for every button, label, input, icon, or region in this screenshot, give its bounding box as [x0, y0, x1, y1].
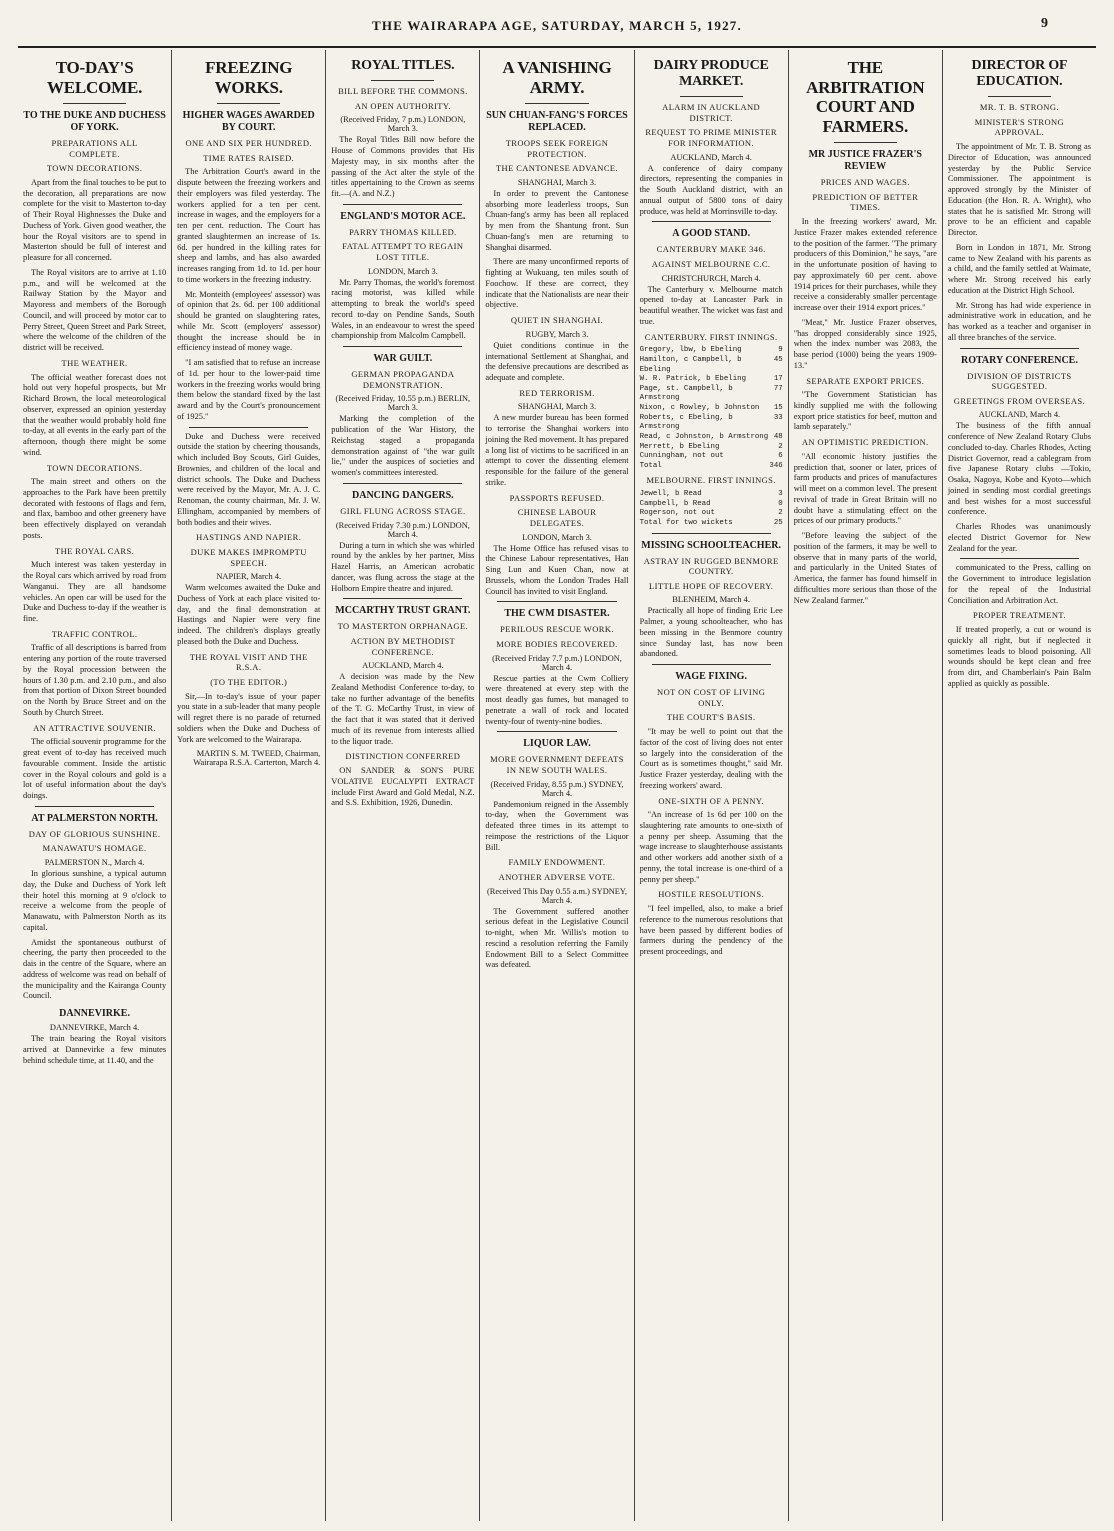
- article-paragraph: The appointment of Mr. T. B. Strong as Director of Education, was announced yesterday by the Public Service Commissioner. The appointment is approved strongly by the Minister of Education (the Hon. R. A. Wright), who states that he is satisfied Mr. Strong will prove to be an efficient and capable Director.: [947, 142, 1091, 238]
- article-paragraph: In the freezing workers' award, Mr. Justice Frazer makes extended reference to the position of the farmer. "The primary producers of this Dominion," he says, "are in the unfortunate position of having to pay approximately 60 per cent. above 1914 prices for their purchases, while they receive a considerably smaller percentage increase over their 1914 export prices.": [793, 217, 937, 313]
- divider: [652, 221, 771, 222]
- column-2: [172, 50, 326, 1521]
- deck: FAMILY ENDOWMENT.: [508, 857, 606, 868]
- deck: GIRL FLUNG ACROSS STAGE.: [340, 505, 466, 516]
- column-5: [635, 50, 789, 1521]
- dateline: BLENHEIM, March 4.: [672, 595, 750, 605]
- article-paragraph: In order to prevent the Cantonese absorbing more leaderless troops, Sun Chuan-fang's army has been all replaced by men from the Shantung front. Sun Chuan-fang's men are returning to Shanghai disarmed.: [485, 188, 629, 252]
- subhead: MCCARTHY TRUST GRANT.: [335, 605, 471, 617]
- runs: 3: [778, 490, 783, 499]
- score-total: [640, 519, 783, 529]
- deck: BILL BEFORE THE COMMONS.: [338, 86, 468, 97]
- score-row: [640, 414, 783, 433]
- deck: REQUEST TO PRIME MINISTER FOR INFORMATION.: [645, 127, 777, 149]
- article-paragraph: "I feel impelled, also, to make a brief reference to the numerous resolutions that have been passed by different bodies of farmers during the pendency of the present proceedings, and: [639, 904, 783, 957]
- article-paragraph: "It may be well to point out that the factor of the cost of living does not enter so largely into the consideration of the Court as is sometimes thought," said Mr. Justice Frazer yesterday, dealing with the freezing workers' award.: [639, 727, 783, 790]
- total-runs: 346: [769, 461, 783, 470]
- article-paragraph: communicated to the Press, calling on the Government to introduce legislation for the repeal of the Industrial Conciliation and Arbitration Act.: [947, 563, 1091, 605]
- deck: ANOTHER ADVERSE VOTE.: [498, 871, 616, 882]
- runs: 77: [773, 384, 783, 393]
- deck: PREDICTION OF BETTER TIMES.: [812, 191, 919, 213]
- subhead: LIQUOR LAW.: [523, 738, 591, 750]
- subhead: THE CWM DISASTER.: [504, 608, 610, 620]
- article-paragraph: Quiet conditions continue in the international Settlement at Shanghai, and the defensive precautions are described as adequate and complete.: [485, 340, 629, 383]
- runs: 33: [773, 413, 783, 422]
- score-row: [640, 452, 783, 462]
- subhead: A GOOD STAND.: [672, 228, 751, 240]
- headline-todays-welcome: TO-DAY'S WELCOME.: [46, 58, 143, 97]
- deck: MR. T. B. STRONG.: [979, 102, 1059, 113]
- dateline: RUGBY, March 3.: [525, 329, 589, 339]
- batsman: Cunningham, not out: [639, 452, 724, 461]
- article-paragraph: A conference of dairy company directors, representing the companies in the South Auckland district, with an annual output of 5800 tons of dairy produce, was held at Morrinsville to-day.: [639, 163, 783, 216]
- article-paragraph: "All economic history justifies the prediction that, sooner or later, prices of farm products and prices of manufactures will meet on a common level. The present revival of trade in Great Britain will no doubt have a stimulating effect on the prices of our primary products.": [793, 451, 937, 526]
- headline-dairy-produce: DAIRY PRODUCE MARKET.: [653, 58, 769, 90]
- deck: PRICES AND WAGES.: [820, 177, 910, 188]
- article-paragraph: Rescue parties at the Cwm Colliery were threatened at every step with the most deadly gas fumes, but managed to penetrate a wall of rock and located twenty-four of twenty-nine bodies.: [485, 673, 629, 726]
- deck: LITTLE HOPE OF RECOVERY.: [649, 580, 774, 591]
- deck: QUIET IN SHANGHAI.: [510, 315, 604, 326]
- article-paragraph: The Royal visitors are to arrive at 1.10 p.m., and will be welcomed at the Railway Station by the Mayor and Mayoress and members of the Borough Council, and will proceed by motor car to Perry Street, Queen Street and Park Street, where the welcome of the children of the district will be received.: [23, 267, 167, 353]
- divider: [63, 103, 126, 104]
- runs: 2: [778, 509, 783, 518]
- subhead: WAR GUILT.: [373, 353, 433, 365]
- score-row: [640, 500, 783, 510]
- masthead-title: THE WAIRARAPA AGE, SATURDAY, MARCH 5, 1927.: [372, 18, 742, 33]
- article-paragraph: Warm welcomes awaited the Duke and Duchess of York at each place visited to-day, and the final demonstration at Hastings and Napier were very fine indeed. The children's displays greatly pleased both the Duke and Duchess.: [177, 583, 321, 646]
- dateline: SHANGHAI, March 3.: [517, 177, 597, 187]
- deck: MINISTER'S STRONG APPROVAL.: [974, 116, 1065, 138]
- score-row: [640, 346, 783, 356]
- dateline: (Received Friday 7.30 p.m.) LONDON, March 4.: [335, 520, 470, 539]
- article-paragraph: ON SANDER & SON'S PURE VOLATIVE EUCALYPTI EXTRACT include First Award and Gold Medal, N.Z. and S.S. Exhibition, 1926, Dunedin.: [331, 766, 475, 808]
- batsman: Roberts, c Ebeling, b Armstrong: [639, 413, 733, 432]
- dateline: (Received Friday, 10.55 p.m.) BERLIN, March 3.: [335, 394, 471, 413]
- dateline: LONDON, March 3.: [522, 532, 592, 542]
- article-paragraph: During a turn in which she was whirled round by the ankles by her partner, Miss Hazel Harris, an American acrobatic dancer, was flung across the stage at the Holborn Empire theatre and injured.: [331, 540, 475, 593]
- deck: THE ROYAL CARS.: [55, 545, 135, 556]
- total-label: Total: [639, 461, 662, 470]
- article-paragraph: Born in London in 1871, Mr. Strong came to New Zealand with his parents as a child, and the family settled at Waimate, where Mr. Strong received his early education at the District High School.: [947, 242, 1091, 295]
- dateline: AUCKLAND, March 4.: [362, 661, 444, 671]
- batsman: Hamilton, c Campbell, b Ebeling: [639, 355, 742, 374]
- column-4: [480, 50, 634, 1521]
- batsman: Nixon, c Rowley, b Johnston: [639, 404, 760, 413]
- subhead: MR JUSTICE FRAZER'S REVIEW: [808, 149, 922, 173]
- divider: [217, 103, 280, 104]
- divider: [35, 806, 154, 807]
- deck: CANTERBURY. FIRST INNINGS.: [644, 331, 778, 342]
- divider: [834, 142, 897, 143]
- deck: DISTINCTION CONFERRED: [345, 751, 461, 762]
- dateline: LONDON, March 3.: [367, 266, 438, 276]
- deck: (TO THE EDITOR.): [210, 676, 288, 687]
- article-paragraph: A decision was made by the New Zealand Methodist Conference to-day, to take no further advantage of the benefits of the T. G. McCarthy Trust, in view of the fact that it was stated that it derived much of its revenue from interests allied to the liquor trade.: [331, 672, 475, 746]
- divider: [497, 601, 616, 602]
- divider: [960, 558, 1079, 559]
- article-paragraph: The official weather forecast does not hold out very hopeful prospects, but Mr Richard Brown, the local meteorological observer, expressed an opinion yesterday that the weather would probably hold fine to-day, at all events in the early part of the afternoon, though there might be some wind.: [23, 372, 167, 457]
- page-number: 9: [1041, 16, 1048, 31]
- batsman: Campbell, b Read: [639, 499, 711, 508]
- dateline: AUCKLAND, March 4.: [670, 152, 752, 162]
- deck: FATAL ATTEMPT TO REGAIN LOST TITLE.: [342, 241, 464, 263]
- score-row: [640, 433, 783, 443]
- article-paragraph: Pandemonium reigned in the Assembly to-day, when the Government was defeated three times in its attempt to reimpose the restrictions of the Liquor Bill.: [485, 799, 629, 852]
- deck: ONE-SIXTH OF A PENNY.: [658, 795, 764, 806]
- deck: ACTION BY METHODIST CONFERENCE.: [350, 635, 456, 657]
- deck: THE CANTONESE ADVANCE.: [495, 163, 619, 174]
- deck: GREETINGS FROM OVERSEAS.: [953, 395, 1086, 406]
- runs: 9: [778, 346, 783, 355]
- deck: RED TERRORISM.: [519, 387, 595, 398]
- article-paragraph: "I am satisfied that to refuse an increase of 1d. per hour to the lower-paid time workers in the freezing works would bring them below the standard fixed by the last award and by the Court's pronouncement of 1925.": [177, 358, 321, 421]
- deck: DIVISION OF DISTRICTS SUGGESTED.: [967, 370, 1072, 392]
- subhead: WAGE FIXING.: [675, 671, 747, 683]
- divider: [343, 204, 462, 205]
- article-paragraph: Amidst the spontaneous outburst of cheering, the party then proceeded to the dais in the centre of the Square, where an address of welcome was read on behalf of the municipality and the Kairanga County Council.: [23, 937, 167, 1001]
- dateline: DANNEVIRKE, March 4.: [49, 1023, 140, 1033]
- deck: DUKE MAKES IMPROMPTU SPEECH.: [190, 546, 307, 568]
- headline-arbitration-court: THE ARBITRATION COURT AND FARMERS.: [806, 58, 925, 136]
- deck: AN OPTIMISTIC PREDICTION.: [801, 437, 929, 448]
- dateline: SHANGHAI, March 3.: [517, 402, 597, 412]
- score-row: [640, 490, 783, 500]
- column-7: [943, 50, 1096, 1521]
- batsman: Gregory, lbw, b Ebeling: [639, 346, 742, 355]
- score-row: [640, 443, 783, 453]
- article-paragraph: The Royal Titles Bill now before the House of Commons provides that His Majesty may, in six months after the passing of the Act alter the style of the titles appertaining to the Crown as seems fit.—(A. and N.Z.): [331, 135, 475, 199]
- article-paragraph: The train bearing the Royal visitors arrived at Dannevirke a few minutes behind schedule time, at 11.40, and the: [23, 1034, 167, 1065]
- score-total: [640, 462, 783, 472]
- deck: CHINESE LABOUR DELEGATES.: [517, 507, 597, 528]
- article-paragraph: Mr. Monteith (employees' assessor) was of opinion that 2s. 6d. per 100 additional should be granted on slaughtering rates, while Mr. Scott (employers' assessor) thought the increase should be in efficiency instead of money wage.: [177, 289, 321, 353]
- article-paragraph: The Arbitration Court's award in the dispute between the freezing workers and their employers was filed yesterday. The workers applied for a ten per cent. increase in wages, and the employers for a ten per cent. reduction. The Court has granted slaughtermen an increase of 1s. 6d. per hundred in the killing rates for sheep and lambs, and has also awarded increases ranging from 1d. to 1d. per hour to time workers in the freezing industry.: [177, 167, 321, 284]
- subhead: ENGLAND'S MOTOR ACE.: [340, 210, 466, 222]
- article-paragraph: Sir,—In to-day's issue of your paper you state in a sub-leader that many people will regret there is no parade of returned soldiers when the Duke and Duchess of York are welcomed to the Wairarapa.: [177, 691, 321, 744]
- column-3: [326, 50, 480, 1521]
- article-paragraph: "Meat," Mr. Justice Frazer observes, "has dropped considerably since 1925, when the index number was 2083, the base period (1000) being the years 1909-13.": [793, 317, 937, 370]
- article-paragraph: Practically all hope of finding Eric Lee Palmer, a young schoolteacher, who has been missing in the Benmore country since Sunday last, has now been abandoned.: [639, 606, 783, 659]
- headline-freezing-works: FREEZING WORKS.: [205, 58, 293, 97]
- subhead: DANCING DANGERS.: [352, 489, 454, 501]
- runs: 17: [773, 375, 783, 384]
- total-label: Total for two wickets: [639, 518, 733, 527]
- divider: [652, 533, 771, 534]
- article-paragraph: Mr. Parry Thomas, the world's foremost racing motorist, was killed while attempting to break the world's speed record to-day on Pendine Sands, South Wales, in an endeavour to wrest the speed championship from Malcolm Campbell.: [331, 277, 475, 341]
- scorecard-canterbury: [640, 346, 783, 471]
- subhead: TO THE DUKE AND DUCHESS OF YORK.: [23, 110, 166, 134]
- deck: ONE AND SIX PER HUNDRED.: [185, 138, 312, 149]
- deck: MELBOURNE. FIRST INNINGS.: [646, 475, 776, 486]
- deck: AN ATTRACTIVE SOUVENIR.: [33, 722, 156, 733]
- batsman: W. R. Patrick, b Ebeling: [639, 375, 747, 384]
- article-paragraph: Duke and Duchess were received outside the station by cheering thousands, which included Boy Scouts, Girl Guides, Brownies, and children of the local and district schools. The Duke and Duchess were received by the Mayor, Mr. A. J. C. Renoman, the county chairman, Mr. J. W. Ellingham, accompanied by members of both bodies and their wives.: [177, 431, 321, 527]
- article-paragraph: Much interest was taken yesterday in the Royal cars which arrived by road from Wanganui. They are all handsome vehicles. An open car will be used for the Duke and Duchess to-day if the weather is fine.: [23, 560, 167, 624]
- deck: ALARM IN AUCKLAND DISTRICT.: [662, 102, 761, 123]
- deck: TO MASTERTON ORPHANAGE.: [337, 621, 469, 632]
- runs: 6: [778, 452, 783, 461]
- dateline: NAPIER, March 4.: [216, 572, 282, 582]
- dateline: (Received This Day 0.55 a.m.) SYDNEY, March 4.: [487, 886, 627, 905]
- score-row: [640, 356, 783, 375]
- article-paragraph: A new murder bureau has been formed to terrorise the Shanghai workers into joining the Red movement. It has prepared a long list of victims to be sacrificed in an attempt to cover the dissenting element responsible for the failure of the general strike.: [485, 413, 629, 487]
- batsman: Jewell, b Read: [639, 490, 702, 499]
- deck: HOSTILE RESOLUTIONS.: [658, 889, 764, 900]
- deck: TIME RATES RAISED.: [203, 152, 295, 163]
- score-row: [640, 404, 783, 414]
- deck: CANTERBURY MAKE 346.: [656, 244, 766, 255]
- deck: MORE BODIES RECOVERED.: [496, 638, 618, 649]
- dateline: (Received Friday, 8.55 p.m.) SYDNEY, March 4.: [490, 779, 624, 798]
- deck: THE COURT'S BASIS.: [666, 712, 756, 723]
- dateline: PALMERSTON N., March 4.: [44, 858, 145, 868]
- letter-signoff: MARTIN S. M. TWEED, Chairman, Wairarapa R.S.A. Carterton, March 4.: [193, 749, 321, 768]
- deck: NOT ON COST OF LIVING ONLY.: [657, 687, 766, 708]
- total-runs: 25: [773, 518, 783, 527]
- divider: [343, 483, 462, 484]
- article-paragraph: If treated properly, a cut or wound is quickly all right, but if neglected it sometimes leads to blood poisoning. All wounds should be kept clean and free from dirt, and Chamberlain's Pain Balm applied as quickly as possible.: [947, 625, 1091, 688]
- divider: [371, 80, 434, 81]
- article-paragraph: The business of the fifth annual conference of New Zealand Rotary Clubs concluded to-day. Charles Rhodes, Acting District Governor, read a cablegram from five Japanese Rotary clubs —Tokio, Osaka, Nagoya, Kobe and Kyoto—which joined in sending most cordial greetings and best wishes for a most successful conference.: [947, 421, 1091, 517]
- deck: AGAINST MELBOURNE C.C.: [651, 259, 771, 270]
- masthead: [18, 6, 1096, 48]
- article-paragraph: Traffic of all descriptions is barred from entering any portion of the route traversed by the Royal procession between the hours of 1.30 p.m. and 2.10 p.m., and also from that portion of Dixon Street bounded on the North by Bruce Street and on the South by Church Street.: [23, 643, 167, 717]
- runs: 2: [778, 442, 783, 451]
- runs: 48: [773, 432, 783, 441]
- article-paragraph: "Before leaving the subject of the position of the farmers, it may be well to observe that in many parts of the world, and particularly in the United States of America, the farmer has found himself in difficulties more serious than those of the New Zealand farmer.": [793, 531, 937, 605]
- deck: HASTINGS AND NAPIER.: [196, 532, 302, 543]
- subhead: ROTARY CONFERENCE.: [960, 354, 1078, 366]
- subhead: DANNEVIRKE.: [59, 1008, 130, 1020]
- batsman: Merrett, b Ebeling: [639, 442, 720, 451]
- divider: [497, 731, 616, 732]
- article-paragraph: Marking the completion of the publication of the War History, the Reichstag staged a propaganda demonstration against of "the war guilt lie," under the auspices of societies and women's committees interested.: [331, 414, 475, 478]
- score-row: [640, 509, 783, 519]
- article-paragraph: In glorious sunshine, a typical autumn day, the Duke and Duchess of York left their hotel this morning at 9 o'clock to receive a welcome from the people of Manawatu, with Palmerston North as its capital.: [23, 869, 167, 932]
- divider: [189, 427, 308, 428]
- divider: [960, 348, 1079, 349]
- headline-director-education: DIRECTOR OF EDUCATION.: [971, 58, 1068, 90]
- batsman: Rogerson, not out: [639, 509, 715, 518]
- dateline: (Received Friday, 7 p.m.) LONDON, March 3.: [340, 115, 466, 134]
- deck: DAY OF GLORIOUS SUNSHINE.: [28, 828, 161, 839]
- deck: THE ROYAL VISIT AND THE R.S.A.: [189, 651, 308, 673]
- subhead: HIGHER WAGES AWARDED BY COURT.: [182, 110, 315, 134]
- article-paragraph: Charles Rhodes was unanimously elected District Governor for New Zealand for the year.: [947, 522, 1091, 553]
- deck: ASTRAY IN RUGGED BENMORE COUNTRY.: [643, 555, 779, 577]
- runs: 0: [778, 499, 783, 508]
- dateline: (Received Friday 7.7 p.m.) LONDON, March 4.: [492, 653, 622, 672]
- headline-royal-titles: ROYAL TITLES.: [351, 58, 455, 73]
- batsman: Read, c Johnston, b Armstrong: [639, 432, 769, 441]
- deck: PREPARATIONS ALL COMPLETE.: [51, 138, 138, 159]
- subhead: MISSING SCHOOLTEACHER.: [641, 539, 781, 551]
- deck: PARRY THOMAS KILLED.: [349, 226, 457, 237]
- deck: SEPARATE EXPORT PRICES.: [806, 375, 925, 386]
- divider: [680, 96, 743, 97]
- subhead: AT PALMERSTON NORTH.: [31, 812, 158, 824]
- deck: MORE GOVERNMENT DEFEATS IN NEW SOUTH WALES.: [490, 754, 624, 775]
- column-6: [789, 50, 943, 1521]
- deck: PASSPORTS REFUSED.: [509, 492, 605, 503]
- scorecard-melbourne: [640, 490, 783, 529]
- divider: [525, 103, 588, 104]
- columns: [18, 50, 1096, 1521]
- deck: TROOPS SEEK FOREIGN PROTECTION.: [505, 138, 609, 159]
- deck: PERILOUS RESCUE WORK.: [500, 624, 614, 635]
- article-paragraph: Apart from the final touches to be put to the decoration, all preparations are now complete for the visit to Masterton to-day of Their Royal Highnesses the Duke and Duchess of York. Given good weather, the hour the Royal visitors are to spend in Masterton should be full of interest and pleasure for all concerned.: [23, 177, 167, 263]
- article-paragraph: "An increase of 1s 6d per 100 on the slaughtering rate amounts to one-sixth of a penny per sheep. Assuming that the wage increase to slaughterhouse assistants and other workers add another sixth of a penny, the total increase is one-third of a penny per sheep.": [639, 810, 783, 884]
- deck: THE WEATHER.: [61, 357, 128, 368]
- deck: AN OPEN AUTHORITY.: [354, 100, 451, 111]
- article-paragraph: The Home Office has refused visas to the Chinese Labour representatives, Han Sing Lun and Kuen Chan, now at Brussels, whom the London Trades Hall Council has invited to visit England.: [485, 543, 629, 596]
- article-paragraph: The Government suffered another serious defeat in the Legislative Council to-night, when Mr. Willis's motion to rescind a resolution referring the Family Endowment Bill to a Select Committee was defeated.: [485, 906, 629, 970]
- article-paragraph: The Canterbury v. Melbourne match opened to-day at Lancaster Park in beautiful weather. The wicket was fast and true.: [639, 284, 783, 326]
- score-row: [640, 385, 783, 404]
- article-paragraph: Mr. Strong has had wide experience in administrative work in education, and he has worked as a teacher and organiser in all three branches of the service.: [947, 300, 1091, 342]
- dateline: AUCKLAND, March 4.: [978, 410, 1061, 420]
- deck: PROPER TREATMENT.: [972, 610, 1066, 621]
- score-row: [640, 375, 783, 385]
- deck: TOWN DECORATIONS.: [46, 462, 143, 473]
- headline-vanishing-army: A VANISHING ARMY.: [502, 58, 612, 97]
- article-paragraph: The official souvenir programme for the great event of to-day has received much favourable comment. Inside the artistic cover in the Royal colours and gold is a lot of useful information about the day's doings.: [23, 737, 167, 801]
- deck: TRAFFIC CONTROL.: [51, 628, 138, 639]
- divider: [343, 598, 462, 599]
- divider: [988, 96, 1051, 97]
- article-paragraph: The main street and others on the approaches to the Park have been prettily decorated with festoons of flags and fern, and flax, bamboo and other greenery have been effectively displayed on verandah posts.: [23, 477, 167, 540]
- deck: TOWN DECORATIONS.: [46, 163, 143, 174]
- runs: 45: [773, 355, 783, 364]
- deck: MANAWATU'S HOMAGE.: [42, 843, 147, 854]
- article-paragraph: "The Government Statistician has kindly supplied me with the following export price statistics for beef, mutton and lamb separately.": [793, 390, 937, 432]
- divider: [652, 664, 771, 665]
- runs: 15: [773, 404, 783, 413]
- column-1: [18, 50, 172, 1521]
- article-paragraph: There are many unconfirmed reports of fighting at Wukuang, ten miles south of Foochow. If these are correct, they indicate that the Nationalists are near their objective.: [485, 257, 629, 310]
- divider: [343, 346, 462, 347]
- batsman: Page, st. Campbell, b Armstrong: [639, 384, 733, 403]
- deck: GERMAN PROPAGANDA DEMONSTRATION.: [351, 369, 455, 390]
- subhead: SUN CHUAN-FANG'S FORCES REPLACED.: [486, 110, 628, 134]
- dateline: CHRISTCHURCH, March 4.: [661, 273, 761, 283]
